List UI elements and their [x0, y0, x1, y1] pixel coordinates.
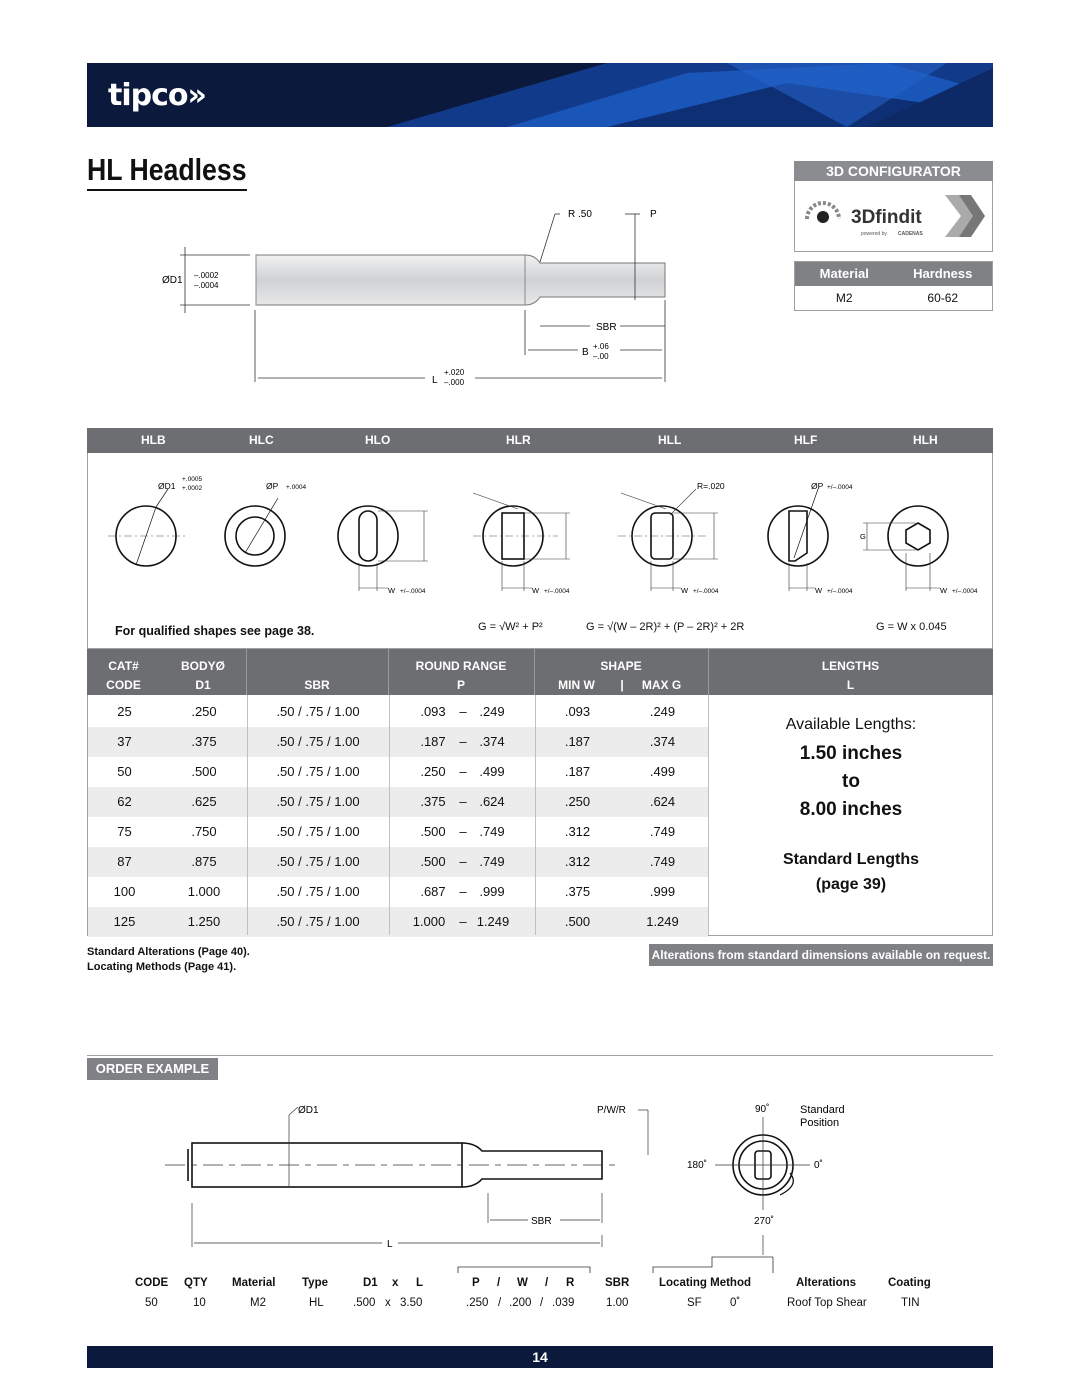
- pin-drawing: [150, 200, 680, 395]
- deg-180: 180˚: [687, 1160, 708, 1171]
- table-row: 75 .750 .50 / .75 / 1.00 .500 – .749 .312 .749: [117, 824, 676, 839]
- col-body: BODYØ: [180, 659, 225, 673]
- hlr-w-label: W: [532, 586, 540, 595]
- tab-hlf[interactable]: HLF: [794, 433, 818, 447]
- page-number: 14: [87, 1346, 993, 1368]
- d1-tol-minus: –.0004: [194, 281, 219, 290]
- hlh-w-label: W: [940, 586, 948, 595]
- order-values: 50 10 M2 HL .500 x 3.50 .250 / .200 / .039 1.00 SF 0˚ Roof Top Shear TIN: [145, 1297, 920, 1309]
- hlb-d1-tol-plus: +.0005: [182, 476, 203, 483]
- r-label: R .50: [568, 209, 592, 220]
- hlf-shape: [768, 481, 853, 595]
- tab-hll[interactable]: HLL: [658, 433, 682, 447]
- col-max-g: MAX G: [641, 678, 682, 692]
- shape-tabs: [87, 428, 993, 453]
- hlh-g-label: G: [860, 532, 866, 541]
- formula-hlh: G = W x 0.045: [876, 621, 947, 633]
- hlh-w-tol: +/–.0004: [952, 588, 978, 595]
- deg-270: 270˚: [754, 1216, 775, 1227]
- col-p: P: [456, 678, 465, 692]
- deg-0: 0˚: [814, 1160, 823, 1171]
- banner-graphic: [87, 63, 993, 127]
- hlc-p-label: ØP: [266, 481, 279, 491]
- shape-panel: [87, 453, 993, 649]
- table-header: [87, 649, 993, 695]
- tab-hlo[interactable]: HLO: [365, 433, 391, 447]
- col-separator: |: [620, 678, 624, 692]
- chevron-right-icon: [945, 195, 985, 237]
- tab-hlc[interactable]: HLC: [249, 433, 274, 447]
- hlo-shape: [338, 506, 428, 595]
- hlr-w-tol: +/–.0004: [544, 588, 570, 595]
- locating-methods-link[interactable]: Locating Methods (Page 41).: [87, 961, 237, 973]
- hlf-p-label: ØP: [811, 481, 824, 491]
- shape-drawings: [88, 453, 992, 618]
- l-label: L: [432, 375, 438, 386]
- table-row: 50 .500 .50 / .75 / 1.00 .250 – .499 .187 .499: [117, 764, 676, 779]
- col-shape: SHAPE: [600, 659, 642, 673]
- col-l: L: [846, 678, 855, 692]
- col-code: CODE: [106, 678, 141, 692]
- hlr-shape: [473, 493, 570, 595]
- tab-hlr[interactable]: HLR: [506, 433, 531, 447]
- hlb-d1-label: ØD1: [158, 481, 176, 491]
- col-min-w: MIN W: [558, 678, 595, 692]
- divider: [87, 1055, 993, 1056]
- oe-l-label: L: [387, 1239, 393, 1250]
- hlh-shape: [860, 506, 978, 595]
- formula-hll: G = √(W – 2R)² + (P – 2R)² + 2R: [586, 621, 745, 633]
- col-sbr: SBR: [304, 678, 330, 692]
- table-body: [87, 695, 993, 936]
- hlb-d1-tol-minus: +.0002: [182, 485, 203, 492]
- hlc-p-tol: +.0004: [286, 484, 307, 491]
- position-label: Position: [800, 1117, 840, 1129]
- deg-90: 90˚: [755, 1104, 770, 1115]
- col-round: ROUND RANGE: [415, 659, 507, 673]
- table-row: 125 1.250 .50 / .75 / 1.00 1.000 – 1.249 .500 1.249: [88, 907, 708, 937]
- table-row: 100 1.000 .50 / .75 / 1.00 .687 – .999 .375 .999: [113, 884, 676, 899]
- standard-alterations-link[interactable]: Standard Alterations (Page 40).: [87, 946, 250, 958]
- col-d1: D1: [195, 678, 211, 692]
- order-labels: CODE QTY Material Type D1 x L P / W / R SBR Locating Method Alterations Coating: [135, 1277, 931, 1289]
- order-example-tab: ORDER EXAMPLE: [87, 1058, 218, 1080]
- gauge-icon: [807, 203, 839, 223]
- table-row: 87 .875 .50 / .75 / 1.00 .500 – .749 .312 .749: [88, 847, 708, 877]
- hlf-w-label: W: [815, 586, 823, 595]
- hlf-p-tol: +/–.0004: [827, 484, 853, 491]
- d1-label: ØD1: [162, 275, 183, 286]
- available-lengths-heading: Available Lengths:: [785, 716, 917, 733]
- hll-shape: [618, 481, 725, 595]
- d1-tol-plus: –.0002: [194, 271, 219, 280]
- 3dfindit-logo: 3Dfindit: [851, 207, 922, 228]
- standard-lengths: Standard Lengths: [782, 851, 919, 868]
- b-tol-minus: –.00: [593, 352, 609, 361]
- table-row: 62 .625 .50 / .75 / 1.00 .375 – .624 .250 .624: [88, 787, 708, 817]
- material-header: Material: [819, 266, 869, 281]
- hlf-w-tol: +/–.0004: [827, 588, 853, 595]
- qualified-note: For qualified shapes see page 38.: [115, 624, 315, 638]
- material-value: M2: [835, 291, 853, 305]
- available-from: 1.50 inches: [799, 743, 903, 764]
- oe-d1-label: ØD1: [298, 1105, 319, 1116]
- hlb-shape: [108, 476, 202, 566]
- l-tol-plus: +.020: [444, 368, 465, 377]
- hll-r-label: R=.020: [697, 481, 725, 491]
- material-table: [794, 261, 993, 311]
- standard-lengths-page[interactable]: (page 39): [815, 876, 887, 893]
- tab-hlb[interactable]: HLB: [141, 433, 166, 447]
- hll-w-tol: +/–.0004: [693, 588, 719, 595]
- hlo-w-tol: +/–.0004: [400, 588, 426, 595]
- order-example-drawing: [150, 1095, 870, 1255]
- col-cat: CAT#: [108, 659, 139, 673]
- locating-position-diagram: [715, 1117, 810, 1210]
- available-to: to: [842, 771, 860, 792]
- page-title: HL Headless: [87, 152, 247, 191]
- col-lengths: LENGTHS: [821, 659, 880, 673]
- configurator-link[interactable]: [794, 181, 993, 252]
- cadenas-text: CADENAS: [898, 231, 923, 237]
- sbr-label: SBR: [596, 322, 617, 333]
- p-label: P: [650, 209, 657, 220]
- hll-w-label: W: [681, 586, 689, 595]
- hlo-w-label: W: [388, 586, 396, 595]
- configurator-header: 3D CONFIGURATOR: [794, 161, 993, 181]
- formula-hlr: G = √W² + P²: [478, 621, 543, 633]
- available-max: 8.00 inches: [799, 799, 903, 820]
- hardness-header: Hardness: [913, 266, 973, 281]
- hlc-shape: [225, 481, 306, 566]
- tipco-logo[interactable]: tipco»: [108, 78, 206, 113]
- b-tol-plus: +.06: [593, 342, 609, 351]
- standard-label: Standard: [800, 1104, 845, 1116]
- powered-by: powered by: [861, 231, 887, 237]
- oe-pwr-label: P/W/R: [597, 1105, 626, 1116]
- alterations-note: Alterations from standard dimensions available on request.: [649, 944, 993, 966]
- tab-hlh[interactable]: HLH: [913, 433, 938, 447]
- l-tol-minus: –.000: [444, 378, 465, 387]
- table-row: 37 .375 .50 / .75 / 1.00 .187 – .374 .187 .374: [88, 727, 708, 757]
- table-row: 25 .250 .50 / .75 / 1.00 .093 – .249 .093 .249: [117, 704, 676, 719]
- header-banner: [87, 63, 993, 127]
- hardness-value: 60-62: [927, 291, 959, 305]
- b-label: B: [582, 347, 589, 358]
- oe-sbr-label: SBR: [531, 1216, 552, 1227]
